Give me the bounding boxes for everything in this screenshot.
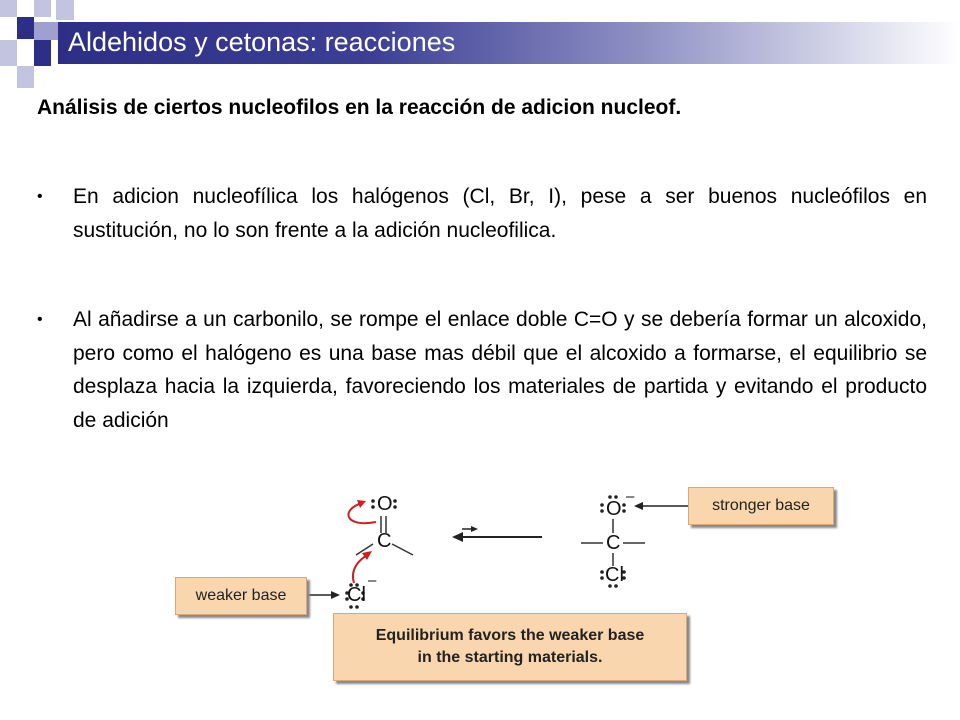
lone-pair-dot <box>600 509 604 513</box>
lone-pair-dot <box>600 503 604 507</box>
bullet-dot: • <box>37 188 43 205</box>
lone-pair-dot <box>393 499 397 503</box>
slide-heading: Análisis de ciertos nucleofilos en la reacción de adicion nucleof. <box>37 96 682 119</box>
atom-oxygen: O <box>606 498 622 520</box>
charge-minus: – <box>368 572 377 589</box>
slide-title: Aldehidos y cetonas: reacciones <box>68 27 456 57</box>
lone-pair-dot <box>622 509 626 513</box>
atom-chlorine: Cl <box>347 584 366 606</box>
atom-chlorine: Cl <box>605 564 624 586</box>
equilibrium-note-line: Equilibrium favors the weaker base <box>375 627 645 644</box>
single-bond-line <box>392 544 413 555</box>
arrowhead <box>471 526 478 532</box>
atom-carbon: C <box>377 530 392 552</box>
stronger-base-label: stronger base <box>688 487 834 525</box>
lone-pair-dot <box>371 505 375 509</box>
lone-pair-dot <box>600 570 604 574</box>
arrowhead <box>452 532 463 542</box>
equilibrium-note-line: in the starting materials. <box>417 649 603 666</box>
charge-minus: – <box>626 488 635 505</box>
lone-pair-dot <box>393 505 397 509</box>
equilibrium-note <box>333 613 687 681</box>
atom-carbon: C <box>606 532 621 554</box>
lone-pair-dot <box>371 499 375 503</box>
arrowhead <box>634 502 643 510</box>
arrowhead <box>331 591 340 599</box>
bullet-text: Al añadirse a un carbonilo, se rompe el enlace doble C=O y se debería formar un alcoxido, pero como el halógeno es una base mas débil que el alcoxido a formarse, el equilibrio se desplaza hacia la izquierda, favoreciendo los materiales de partida y evitando el producto de adición <box>73 308 927 432</box>
weaker-base-label: weaker base <box>175 577 307 615</box>
lone-pair-dot <box>600 576 604 580</box>
atom-oxygen: O <box>377 493 393 515</box>
bullet-text: En adicion nucleofílica los halógenos (Cl, Br, I), pese a ser buenos nucleófilos en sustitución, no lo son frente a la adición nucleofilica. <box>73 185 927 242</box>
bullet-dot: • <box>37 311 43 328</box>
